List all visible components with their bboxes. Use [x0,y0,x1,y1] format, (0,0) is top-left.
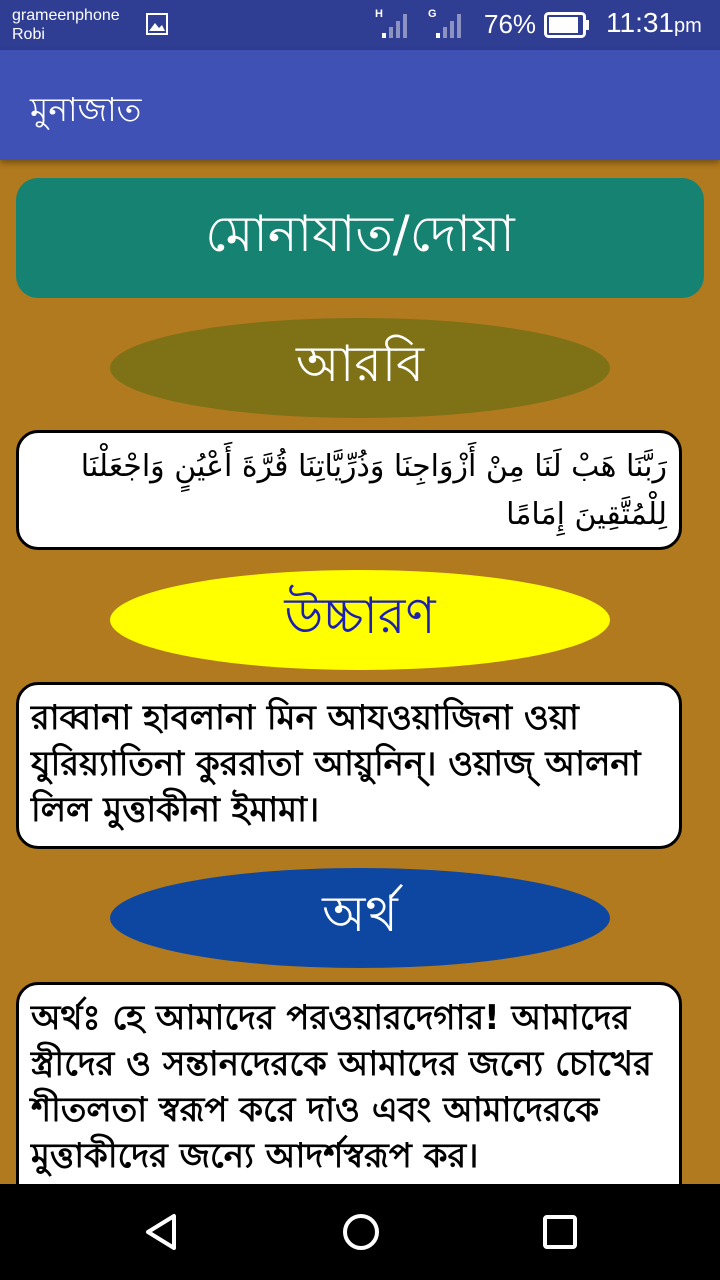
status-bar [0,0,720,50]
carrier-info [12,6,120,44]
sim2-network-type: G [428,8,437,20]
meaning-heading [110,868,610,968]
page-header-title: মোনাযাত/দোয়া [205,204,515,263]
battery-icon [544,12,590,38]
home-icon[interactable] [339,1210,383,1254]
arabic-text-box [16,430,682,550]
carrier-sim2: Robi [12,26,45,43]
main-content[interactable] [0,160,720,1184]
arabic-heading [110,318,610,418]
signal-icon [382,12,410,38]
clock-suffix: pm [674,15,702,37]
back-icon[interactable] [140,1210,184,1254]
meaning-heading-label: অর্থ [322,884,398,943]
carrier-sim1: grameenphone [12,7,120,24]
clock-time: 11:31 [606,7,674,38]
app-title: মুনাজাত [30,90,142,129]
sim1-network-type: H [375,8,383,20]
pronunciation-heading-label: উচ্চারণ [284,586,436,645]
navigation-bar [0,1184,720,1280]
pronunciation-heading [110,570,610,670]
recents-icon[interactable] [538,1210,582,1254]
battery-percent: 76% [484,9,537,39]
pronunciation-text: রাব্বানা হাবলানা মিন আযওয়াজিনা ওয়া যুরিয়্যাতিনা কুররাতা আয়ুনিন্। ওয়াজ্ আলনা লিল মুত্তাকীনা ইমামা। [31,698,641,830]
arabic-heading-label: আরবি [296,334,424,393]
signal-icon [436,12,464,38]
meaning-text-box [16,982,682,1184]
meaning-text: অর্থঃ হে আমাদের পরওয়ারদেগার! আমাদের স্ত্রীদের ও সন্তানদেরকে আমাদের জন্যে চোখের শীতলতা স্বরূপ করে দাও এবং আমাদেরকে মুত্তাকীদের জন্যে আদর্শস্বরূপ কর। [31,998,652,1176]
gallery-icon [146,13,168,35]
arabic-text: رَبَّنَا هَبْ لَنَا مِنْ أَزْوَاجِنَا وَذُرِّيَّاتِنَا قُرَّةَ أَعْيُنٍ وَاجْعَلْنَا لِلْمُتَّقِينَ إِمَامًا [80,449,667,532]
pronunciation-text-box [16,682,682,849]
clock [606,7,702,39]
app-bar [0,50,720,160]
page-header-card [16,178,704,298]
